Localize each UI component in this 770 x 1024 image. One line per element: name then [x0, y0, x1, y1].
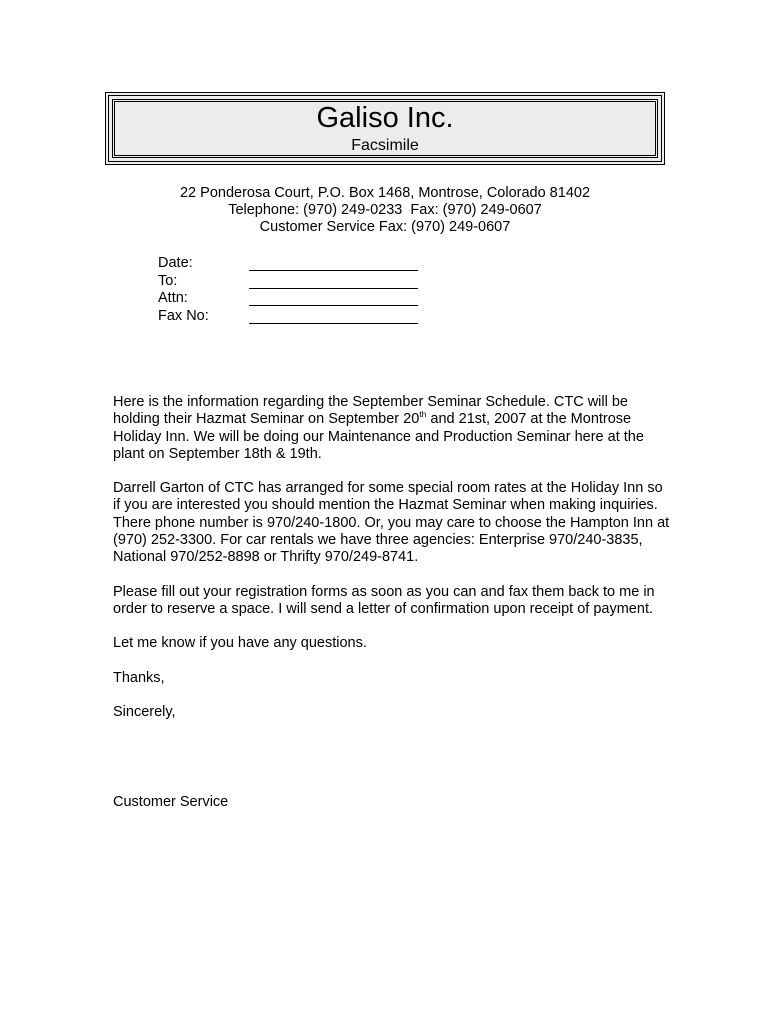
field-label: To:	[158, 272, 178, 289]
fax-fields	[158, 255, 428, 325]
ordinal-suffix: th	[419, 409, 427, 420]
field-to	[158, 273, 428, 291]
field-label: Attn:	[158, 290, 188, 306]
message-body	[113, 394, 673, 738]
paragraph-text: Here is the information regarding the September Seminar Schedule. CTC will be holding their Hazmat Seminar on September 20	[113, 394, 628, 428]
paragraph-sincerely: Sincerely,	[113, 703, 176, 720]
address-block	[0, 185, 770, 236]
field-date	[158, 255, 428, 273]
field-attn	[158, 290, 428, 308]
paragraph-questions: Let me know if you have any questions.	[113, 635, 367, 652]
company-name: Galiso Inc.	[316, 102, 454, 134]
paragraph-text: and 21st, 2007 at the Montrose Holiday Inn. We will be doing our Maintenance and Production Seminar here at the plant on September 18th & 19th.	[113, 411, 644, 462]
paragraph-seminar-schedule	[113, 394, 673, 463]
document-type: Facsimile	[351, 137, 419, 154]
paragraph-registration: Please fill out your registration forms as soon as you can and fax them back to me in order to reserve a space. I will send a letter of confirmation upon receipt of payment.	[113, 583, 655, 617]
paragraph-room-rates: Darrell Garton of CTC has arranged for some special room rates at the Holiday Inn so if you are interested you should mention the Hazmat Seminar when making inquiries. There phone number is 970/240-1800. Or, you may care to choose the Hampton Inn at (970) 252-3300. For car rentals we have three agencies: Enterprise 970/240-3835, National 970/252-8898 or Thrifty 970/249-8741.	[113, 480, 670, 566]
field-label: Date:	[158, 255, 193, 271]
address-line: 22 Ponderosa Court, P.O. Box 1468, Montrose, Colorado 81402	[179, 185, 591, 201]
field-blank-line	[249, 323, 418, 324]
field-blank-line	[249, 305, 418, 306]
telephone-line: Telephone: (970) 249-0233 Fax: (970) 249-0607	[228, 202, 542, 218]
field-blank-line	[249, 288, 418, 289]
field-fax-no	[158, 308, 428, 326]
customer-service-fax-line: Customer Service Fax: (970) 249-0607	[259, 219, 511, 235]
signature: Customer Service	[113, 794, 229, 810]
field-blank-line	[249, 270, 418, 271]
field-label: Fax No:	[158, 307, 209, 324]
paragraph-thanks: Thanks,	[113, 669, 165, 686]
